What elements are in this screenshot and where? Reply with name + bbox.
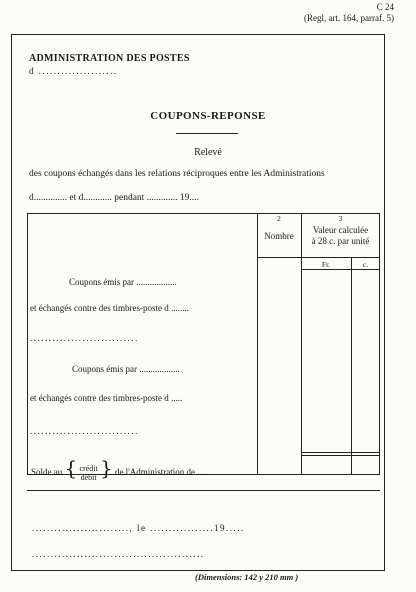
column-3-label-line1: Valeur calculée [312,225,369,235]
column-divider [351,257,352,475]
row-coupons-emis-1: Coupons émis par .................. [69,277,177,287]
francs-subheader: Fr. [321,260,331,269]
signature-line: .............................................. [32,549,205,559]
solde-label: Solde au [31,467,63,477]
total-double-line [301,455,380,456]
column-3-label-line2: à 28 c. par unité [311,236,370,246]
column-3-header [301,214,380,247]
administration-dotted-line: d ..................... [29,66,118,76]
centimes-subheader: c. [362,260,369,269]
column-2-header [257,214,301,242]
form-code-number: C 24 [376,2,394,12]
solde-credit: crédit [79,463,98,473]
signature-rule [27,490,380,491]
title-underline [176,133,238,134]
column-divider [301,213,302,475]
releve-heading: Relevé [194,147,222,158]
administration-heading: ADMINISTRATION DES POSTES [29,53,190,64]
intro-line: des coupons échangés dans les relations réciproques entre les Administrations [29,169,325,179]
left-brace-icon: { [64,456,78,480]
column-divider [257,213,258,475]
row-dotted-2: ............................. [30,426,139,436]
solde-administration: de l'Administration de .... [114,467,207,477]
form-code [304,2,394,24]
right-brace-icon: } [99,456,113,480]
solde-debit: débit [80,472,97,482]
row-echanges-2: et échangés contre des timbres-poste d ..... [30,393,183,403]
solde-row [31,458,206,482]
total-line [301,452,380,453]
document-title: COUPONS-REPONSE [150,110,266,122]
row-dotted-1: ............................. [30,333,139,343]
column-2-label: Nombre [264,231,294,241]
column-2-number: 2 [277,215,281,223]
place-date-line: .........................., le .................19..... [32,523,245,533]
header-divider [257,257,380,258]
column-3-number: 3 [338,215,343,223]
period-line: d.............. et d............ pendant ............. 19.... [29,193,199,203]
dimensions-note: (Dimensions: 142 y 210 mm ) [195,572,299,582]
row-echanges-1: et échangés contre des timbres-poste d ........ [30,303,189,313]
solde-options [79,464,97,482]
regulation-reference: (Regl, art. 164, parraf. 5) [304,13,394,23]
row-coupons-emis-2: Coupons émis par .................. [72,364,180,374]
